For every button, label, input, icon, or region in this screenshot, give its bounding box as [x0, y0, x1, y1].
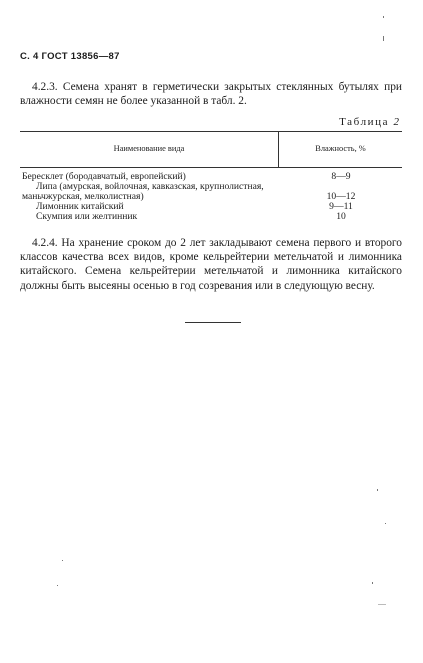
table-moisture-column [280, 172, 402, 222]
scan-speck [57, 585, 58, 586]
scan-speck [377, 489, 378, 491]
table-row-value: 10 [336, 211, 346, 222]
table-row-name: Бересклет (бородавчатый, европейский) [22, 171, 186, 182]
scan-speck [372, 582, 373, 584]
scan-speck [62, 560, 63, 561]
table-header-species: Наименование вида [113, 144, 185, 153]
table-caption [339, 116, 399, 128]
table-caption-number: 2 [393, 116, 399, 128]
scan-speck [385, 523, 386, 524]
table-row-value: 10—12 [326, 191, 356, 202]
section-end-rule [185, 322, 241, 323]
table-caption-word: Таблица [339, 116, 390, 128]
table-header-rule [20, 167, 402, 168]
paragraph-4-2-3: 4.2.3. Семена хранят в герметически закрытых стеклянных бутылях при влажности семян не более указанной в табл. 2. [20, 81, 402, 108]
table-row-value: 9—11 [329, 201, 353, 212]
scan-speck [383, 36, 384, 41]
table-row-name: Скумпия или желтинник [36, 211, 138, 222]
scan-speck [378, 604, 386, 605]
scan-speck [383, 16, 384, 18]
table-row-name: Лимонник китайский [36, 201, 124, 212]
paragraph-4-2-4: 4.2.4. На хранение сроком до 2 лет закладывают семена первого и второго классов качества всех видов, кроме кельрейтерии метельчатой и лимонника китайского. Семена кельрейтерии метельчатой и лимонника китайского должны быть высеяны осенью в год созревания или в следующую весну. [20, 237, 402, 292]
page-header: С. 4 ГОСТ 13856—87 [20, 51, 120, 62]
table-row-value: 8—9 [331, 171, 351, 182]
table-header-moisture: Влажность, % [315, 144, 366, 153]
table-row-name: Липа (амурская, войлочная, кавказская, крупнолистная, маньчжурская, мелколистная) [22, 181, 264, 202]
table-top-rule [20, 131, 402, 132]
table-species-column [22, 172, 272, 222]
